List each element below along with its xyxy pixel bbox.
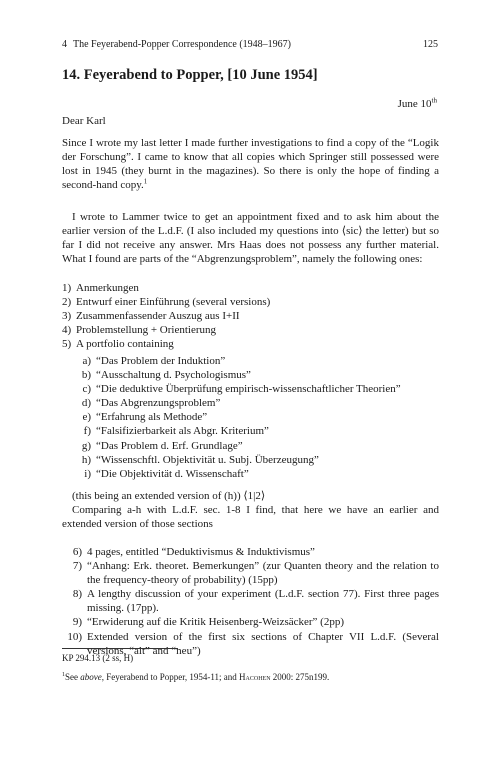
sublist-item — [72, 410, 437, 424]
sublist-item-letter: g) — [81, 439, 91, 452]
sublist-item-text: “Falsifizierbarkeit als Abgr. Kriterium” — [96, 425, 269, 438]
list-item-number: 7) — [72, 560, 82, 573]
list-item — [62, 323, 439, 337]
paragraph-1 — [62, 136, 439, 192]
list-item — [62, 309, 439, 323]
footnote-1-marker: 1 — [62, 672, 65, 678]
footnote-1-author: Hacohen — [239, 672, 271, 682]
footnote-1-prefix: See — [65, 672, 81, 682]
sublist-item-letter: b) — [81, 369, 91, 382]
running-head-left — [62, 39, 291, 51]
list-item-text: A lengthy discussion of your experiment (L.d.F. section 77). First three pages missing. (17pp). — [87, 588, 439, 615]
sublist-item — [72, 396, 437, 410]
list-item — [62, 559, 439, 587]
list-item-text: “Erwiderung auf die Kritik Heisenberg-Weizsäcker” (2pp) — [87, 616, 344, 629]
aside-note: (this being an extended version of (h)) ⟨1|2⟩ — [72, 490, 266, 502]
paragraph-3-text: Comparing a-h with L.d.F. sec. 1-8 I find, that here we have an earlier and extended version of those sections — [62, 504, 439, 531]
item-list-1 — [62, 281, 439, 351]
sublist-item-text: “Wissenschftl. Objektivität u. Subj. Überzeugung” — [96, 453, 319, 466]
sublist-item-text: “Ausschaltung d. Psychologismus” — [96, 369, 251, 382]
list-item-number: 8) — [72, 588, 82, 601]
sublist-item-text: “Die deduktive Überprüfung empirisch-wissenschaftlicher Theorien” — [96, 383, 401, 396]
list-item-text: Anmerkungen — [76, 282, 139, 294]
list-item — [62, 337, 439, 351]
list-item — [62, 587, 439, 615]
list-item — [62, 295, 439, 309]
sublist-item-text: “Erfahrung als Methode” — [96, 411, 208, 424]
letter-date-suffix: th — [431, 96, 437, 105]
letter-title: 14. Feyerabend to Popper, [10 June 1954] — [62, 67, 318, 83]
sublist-item-letter: h) — [81, 453, 91, 466]
sublist-item — [72, 354, 437, 368]
sublist-item — [72, 368, 437, 382]
salutation: Dear Karl — [62, 115, 106, 127]
list-item-number: 1) — [62, 282, 72, 294]
paragraph-1-text: Since I wrote my last letter I made further investigations to find a copy of the “Logik der Forschung”. I came to know that all copies which Springer still possessed were lost in 1945 (they burnt in the magazines). So there is only the hope of finding a second-hand copy. — [62, 137, 439, 192]
footnote-1-italic: above — [80, 672, 102, 682]
list-item-number: 5) — [62, 338, 72, 351]
sublist-item-letter: e) — [82, 411, 91, 424]
sublist-item-letter: c) — [82, 383, 91, 396]
footnote-marker-1: 1 — [143, 177, 148, 186]
item-list-2 — [62, 545, 439, 658]
footnote-1 — [62, 672, 329, 683]
list-item-text: Entwurf einer Einführung (several versions) — [76, 296, 271, 309]
sublist-item-text: “Das Problem d. Erf. Grundlage” — [96, 439, 243, 452]
paragraph-2 — [62, 210, 439, 266]
list-item-number: 10) — [67, 630, 82, 643]
list-item-text: “Anhang: Erk. theoret. Bemerkungen” (zur Quanten theory and the relation to the frequency-theory of probability) (15pp) — [87, 560, 439, 587]
chapter-title: The Feyerabend-Popper Correspondence (1948–1967) — [73, 39, 291, 50]
sublist-item-letter: f) — [83, 425, 91, 438]
sublist-item-text: “Das Problem der Induktion” — [96, 355, 226, 367]
list-item-number: 4) — [62, 324, 72, 337]
list-item-text: Extended version of the first six sections of Chapter VII L.d.F. (Several versions, “alt” and “neu”) — [87, 630, 439, 657]
letter-date — [398, 98, 437, 111]
list-item-text: Problemstellung + Orientierung — [76, 324, 217, 337]
footnote-divider — [62, 648, 178, 649]
page-number: 125 — [423, 39, 438, 50]
archive-reference: KP 294.13 (2 ss, H) — [62, 653, 134, 663]
portfolio-sublist — [72, 354, 437, 481]
list-item-text: A portfolio containing — [76, 338, 174, 351]
list-item-number: 3) — [62, 310, 72, 323]
list-item-text: Zusammenfassender Auszug aus I+II — [76, 310, 240, 323]
sublist-item-text: “Die Objektivität d. Wissenschaft” — [96, 467, 249, 480]
footnote-1-suffix: 2000: 275n199. — [270, 672, 330, 682]
sublist-item-letter: d) — [81, 397, 91, 410]
sublist-item-letter: i) — [84, 467, 91, 480]
sublist-item — [72, 382, 437, 396]
footnote-1-middle: , Feyerabend to Popper, 1954-11; and — [101, 672, 240, 682]
list-item-number: 9) — [72, 616, 82, 629]
sublist-item — [72, 453, 437, 467]
sublist-item-letter: a) — [82, 355, 91, 367]
letter-date-text: June 10 — [397, 98, 432, 110]
list-item-text: 4 pages, entitled “Deduktivismus & Induktivismus” — [87, 546, 315, 558]
list-item-number: 6) — [72, 546, 82, 558]
paragraph-3 — [62, 503, 439, 531]
paragraph-2-text: I wrote to Lammer twice to get an appointment fixed and to ask him about the earlier version of the L.d.F. (I also included my questions into ⟨sic⟩ the letter) but so far I did not receive any answer. Mrs Haas does not possess any further material. What I found are parts of the “Abgrenzungsproblem”, namely the following ones: — [62, 211, 439, 266]
list-item — [62, 281, 439, 295]
sublist-item — [72, 439, 437, 453]
list-item — [62, 545, 439, 559]
list-item-number: 2) — [62, 296, 72, 309]
list-item — [62, 615, 439, 629]
sublist-item — [72, 424, 437, 438]
chapter-number: 4 — [62, 39, 67, 50]
sublist-item-text: “Das Abgrenzungsproblem” — [96, 397, 221, 410]
sublist-item — [72, 467, 437, 481]
